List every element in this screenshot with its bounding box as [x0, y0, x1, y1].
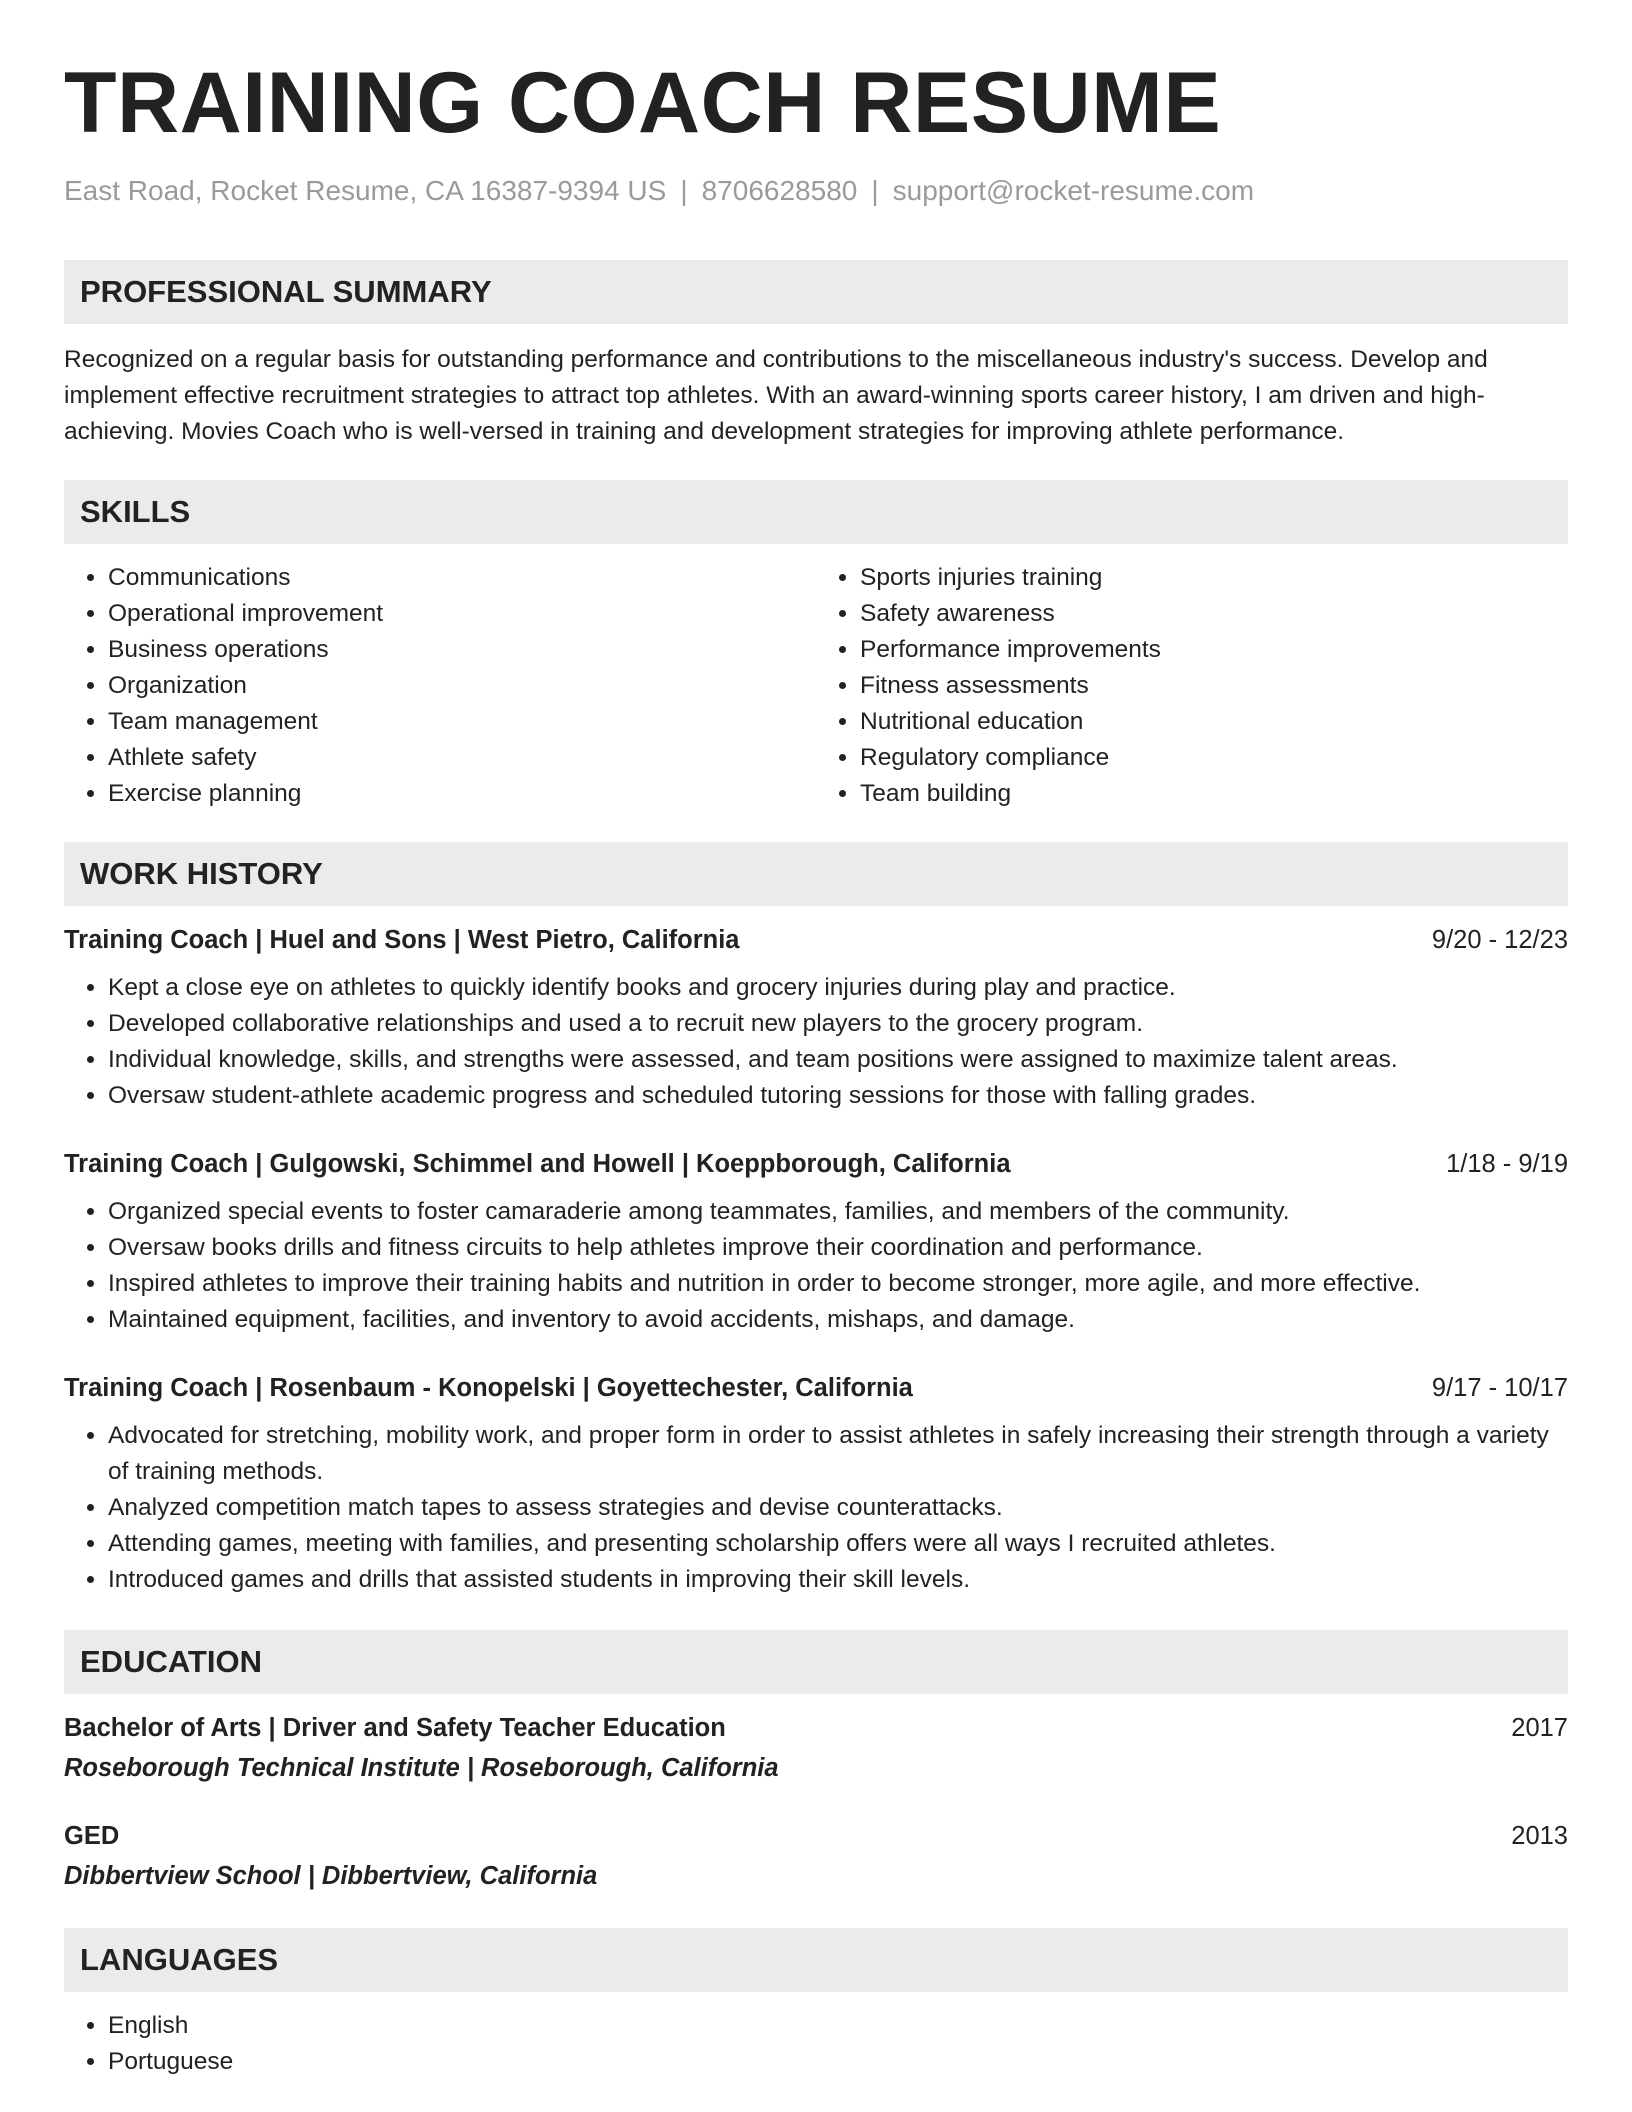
skill-item: • Sports injuries training: [860, 560, 1568, 596]
education-heading: EDUCATION: [64, 1630, 1568, 1694]
job-bullet: • Attending games, meeting with families, and presenting scholarship offers were all ways I recruited athletes.: [108, 1526, 1568, 1562]
contact-separator: |: [871, 175, 879, 207]
language-item: • English: [108, 2008, 1568, 2044]
skills-column-left: [64, 560, 816, 812]
skills-column-right: [816, 560, 1568, 812]
job-bullet: • Oversaw books drills and fitness circuits to help athletes improve their coordination and performance.: [108, 1230, 1568, 1266]
skill-item: • Nutritional education: [860, 704, 1568, 740]
contact-email: support@rocket-resume.com: [892, 175, 1255, 207]
languages-heading: LANGUAGES: [64, 1928, 1568, 1992]
job-header: [64, 922, 1568, 958]
education-degree: Bachelor of Arts | Driver and Safety Teacher Education: [64, 1713, 726, 1742]
skill-item: • Team building: [860, 776, 1568, 812]
summary-heading: PROFESSIONAL SUMMARY: [64, 260, 1568, 324]
work-history-heading: WORK HISTORY: [64, 842, 1568, 906]
skill-item: • Fitness assessments: [860, 668, 1568, 704]
education-entry: [64, 1710, 1568, 1786]
education-header: [64, 1710, 1568, 1746]
resume-title: TRAINING COACH RESUME: [64, 55, 1222, 151]
skill-item: • Athlete safety: [108, 740, 816, 776]
job-bullet: • Maintained equipment, facilities, and inventory to avoid accidents, mishaps, and damage.: [108, 1302, 1568, 1338]
summary-text: Recognized on a regular basis for outstanding performance and contributions to the miscellaneous industry's success. Develop and implement effective recruitment strategies to attract top athletes. With an award-winning sports career history, I am driven and high-achieving. Movies Coach who is well-versed in training and development strategies for improving athlete performance.: [64, 345, 1488, 445]
education-year: 2013: [1511, 1821, 1568, 1850]
skill-item: • Communications: [108, 560, 816, 596]
job-bullet: • Developed collaborative relationships and used a to recruit new players to the grocery program.: [108, 1006, 1568, 1042]
education-school: Roseborough Technical Institute | Roseborough, California: [64, 1753, 779, 1782]
job-bullet: • Analyzed competition match tapes to assess strategies and devise counterattacks.: [108, 1490, 1568, 1526]
skill-item: • Business operations: [108, 632, 816, 668]
education-year: 2017: [1511, 1713, 1568, 1742]
job-bullets: [64, 1194, 1568, 1338]
language-item: • Portuguese: [108, 2044, 1568, 2080]
job-bullets: [64, 970, 1568, 1114]
job-dates: 9/20 - 12/23: [1431, 925, 1568, 954]
job-bullet: • Advocated for stretching, mobility work, and proper form in order to assist athletes in safely increasing their strength through a variety of training methods.: [108, 1418, 1568, 1490]
job-header: [64, 1146, 1568, 1182]
job-title: Training Coach | Rosenbaum - Konopelski | Goyettechester, California: [64, 1373, 913, 1402]
skill-item: • Performance improvements: [860, 632, 1568, 668]
education-header: [64, 1818, 1568, 1854]
skill-item: • Team management: [108, 704, 816, 740]
skill-item: • Regulatory compliance: [860, 740, 1568, 776]
languages-list: [64, 2008, 1568, 2080]
skill-item: • Safety awareness: [860, 596, 1568, 632]
job-header: [64, 1370, 1568, 1406]
skills-heading: SKILLS: [64, 480, 1568, 544]
job-bullet: • Oversaw student-athlete academic progress and scheduled tutoring sessions for those with falling grades.: [108, 1078, 1568, 1114]
contact-address: East Road, Rocket Resume, CA 16387-9394 US: [64, 175, 667, 207]
job-title: Training Coach | Gulgowski, Schimmel and Howell | Koeppborough, California: [64, 1149, 1011, 1178]
education-degree: GED: [64, 1821, 120, 1850]
skill-item: • Operational improvement: [108, 596, 816, 632]
job-dates: 1/18 - 9/19: [1446, 1149, 1568, 1178]
job-bullets: [64, 1418, 1568, 1598]
contact-separator: |: [680, 175, 688, 207]
job-bullet: • Inspired athletes to improve their training habits and nutrition in order to become stronger, more agile, and more effective.: [108, 1266, 1568, 1302]
job-bullet: • Kept a close eye on athletes to quickly identify books and grocery injuries during play and practice.: [108, 970, 1568, 1006]
contact-line: [64, 174, 1568, 208]
skill-item: • Exercise planning: [108, 776, 816, 812]
job-entry: [64, 922, 1568, 1114]
skills-list: [64, 560, 1568, 812]
skill-item: • Organization: [108, 668, 816, 704]
job-bullet: • Introduced games and drills that assisted students in improving their skill levels.: [108, 1562, 1568, 1598]
job-entry: [64, 1370, 1568, 1598]
job-dates: 9/17 - 10/17: [1431, 1373, 1568, 1402]
job-title: Training Coach | Huel and Sons | West Pietro, California: [64, 925, 740, 954]
contact-phone: 8706628580: [701, 175, 858, 207]
education-school: Dibbertview School | Dibbertview, California: [64, 1861, 598, 1890]
education-entry: [64, 1818, 1568, 1894]
job-bullet: • Individual knowledge, skills, and strengths were assessed, and team positions were assigned to maximize talent areas.: [108, 1042, 1568, 1078]
job-entry: [64, 1146, 1568, 1338]
job-bullet: • Organized special events to foster camaraderie among teammates, families, and members of the community.: [108, 1194, 1568, 1230]
